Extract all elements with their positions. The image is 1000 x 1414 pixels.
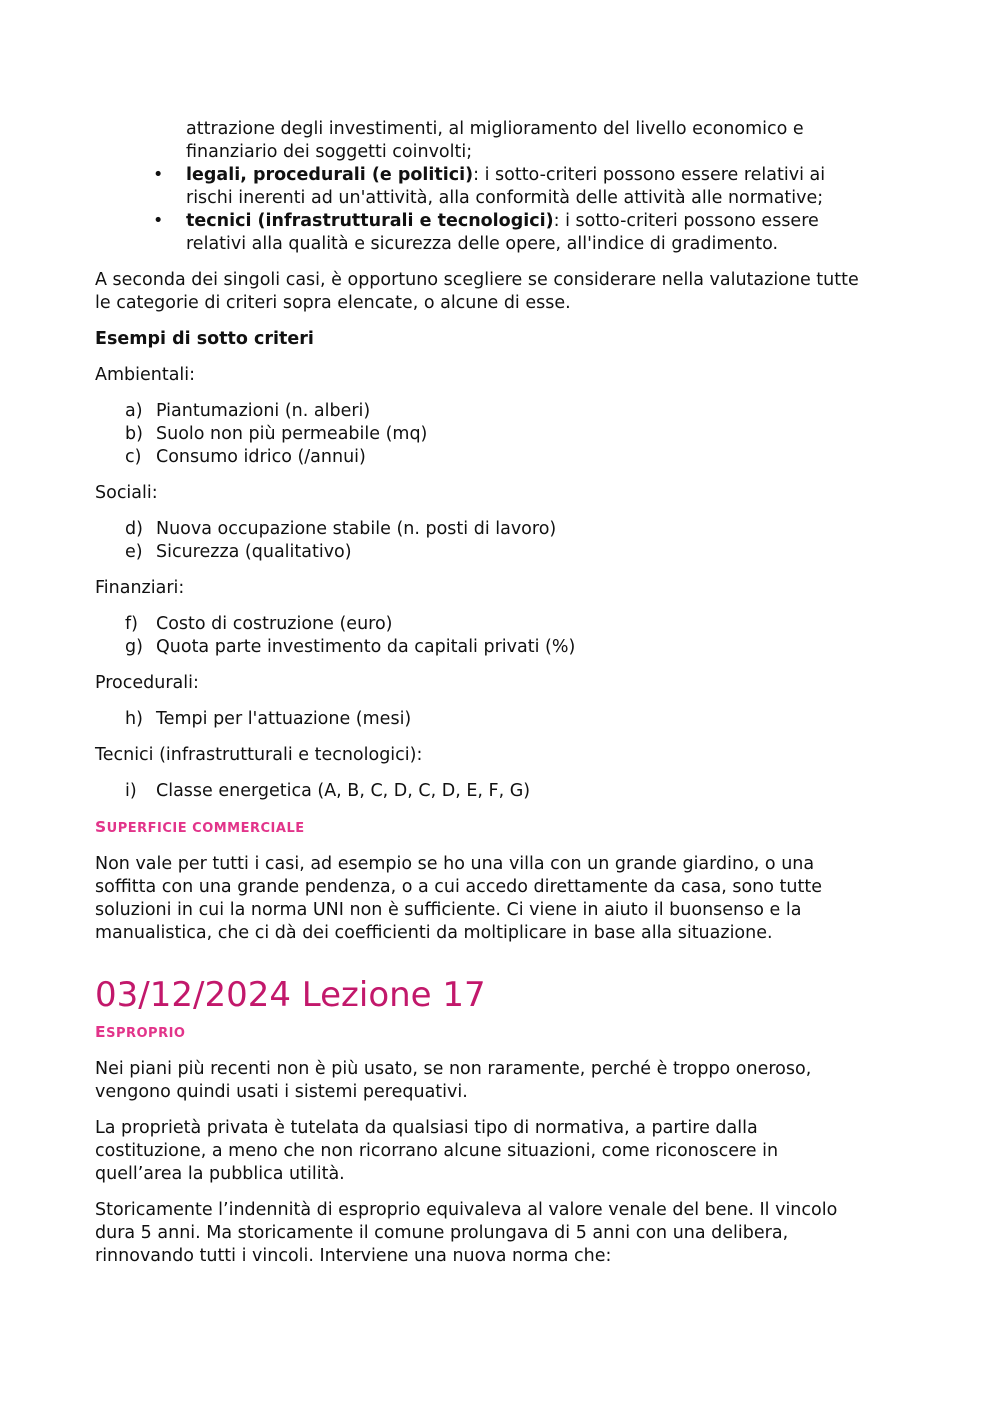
paragraph: La proprietà privata è tutelata da qualsiasi tipo di normativa, a partire dalla costituzione, a meno che non ricorrano alcune situazioni, come riconoscere in quell’area la pubblica utilità. [95,1118,779,1184]
list-item: f) Costo di costruzione (euro) [125,614,393,634]
paragraph: A seconda dei singoli casi, è opportuno scegliere se considerare nella valutazione tutte le categorie di criteri sopra elencate, o alcune di esse. [95,270,859,313]
category-label: Sociali: [95,483,158,503]
list-item: b) Suolo non più permeabile (mq) [125,424,428,444]
sub-criteria-list [125,518,910,564]
list-item: i) Classe energetica (A, B, C, D, C, D, E, F, G) [125,781,531,801]
category-label: Finanziari: [95,578,185,598]
continued-bullet-text: attrazione degli investimenti, al miglioramento del livello economico e finanziario dei soggetti coinvolti; [186,119,804,162]
list-item: • tecnici (infrastrutturali e tecnologici): i sotto-criteri possono essere relativi alla qualità e sicurezza delle opere, all'indice di gradimento. [153,211,819,254]
list-item: a) Piantumazioni (n. alberi) [125,401,371,421]
list-item: c) Consumo idrico (/annui) [125,447,366,467]
paragraph: Storicamente l’indennità di esproprio equivaleva al valore venale del bene. Il vincolo dura 5 anni. Ma storicamente il comune prolungava di 5 anni con una delibera, rinnovando tutti i vincoli. Interviene una nuova norma che: [95,1200,838,1266]
lesson-title: 03/12/2024 Lezione 17 [95,975,486,1015]
section-heading-esproprio: ESPROPRIO [95,1023,186,1041]
sub-criteria-list [125,400,910,469]
examples-heading: Esempi di sotto criteri [95,329,314,349]
list-item: e) Sicurezza (qualitativo) [125,542,352,562]
paragraph: Nei piani più recenti non è più usato, se non raramente, perché è troppo oneroso, vengono quindi usati i sistemi perequativi. [95,1059,812,1102]
bullet-icon: • [153,165,164,185]
document-page [95,118,910,1268]
paragraph: Non vale per tutti i casi, ad esempio se ho una villa con un grande giardino, o una soffitta con una grande pendenza, o a cui accedo direttamente da casa, sono tutte soluzioni in cui la norma UNI non è sufficiente. Ci viene in aiuto il buonsenso e la manualistica, che ci dà dei coefficienti da moltiplicare in base alla situazione. [95,854,822,943]
category-label: Tecnici (infrastrutturali e tecnologici): [95,745,423,765]
list-item: g) Quota parte investimento da capitali privati (%) [125,637,576,657]
bullet-icon: • [153,211,164,231]
list-item: d) Nuova occupazione stabile (n. posti di lavoro) [125,519,557,539]
section-heading-superficie: SUPERFICIE COMMERCIALE [95,818,305,836]
category-label: Procedurali: [95,673,199,693]
sub-criteria-list [125,780,910,803]
sub-criteria-list [125,613,910,659]
sub-criteria-list [125,708,910,731]
criteria-bullet-list [95,164,910,256]
list-item: h) Tempi per l'attuazione (mesi) [125,709,412,729]
category-label: Ambientali: [95,365,196,385]
list-item: • legali, procedurali (e politici): i sotto-criteri possono essere relativi ai rischi inerenti ad un'attività, alla conformità delle attività alle normative; [153,165,826,208]
